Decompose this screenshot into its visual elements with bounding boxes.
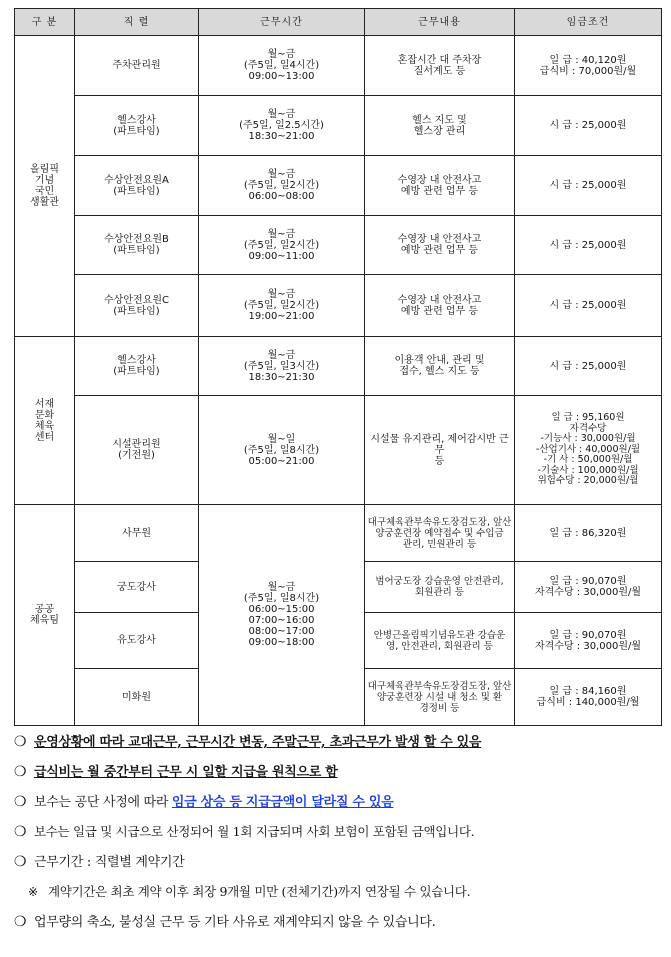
work-hours: 월~금 (주5일, 일2시간) 09:00~11:00: [199, 216, 365, 275]
note-highlight: 임금 상승 등 지급금액이 달라질 수 있음: [171, 795, 394, 810]
position-title: 수상안전요원A (파트타임): [75, 156, 199, 216]
pay-conditions: 시 급 : 25,000원: [515, 216, 662, 275]
work-hours: 월~금 (주5일, 일2시간) 19:00~21:00: [199, 275, 365, 337]
duty-description: 수영장 내 안전사고 예방 관련 업무 등: [365, 275, 515, 337]
note-item: [14, 877, 664, 907]
table-row: [15, 337, 662, 396]
table-row: [15, 96, 662, 156]
circle-bullet-icon: ❍: [14, 794, 27, 810]
pay-conditions: 일 급 : 95,160원 자격수당 -기능사 : 30,000원/월 -산업기사 : 40,000원/월 -기 사 : 50,000원/월 -기술사 : 100,000원/월 위험수당 : 20,000원/월: [515, 396, 662, 505]
note-text: 업무량의 축소, 불성실 근무 등 기타 사유로 재계약되지 않을 수 있습니다.: [34, 915, 436, 930]
pay-conditions: 시 급 : 25,000원: [515, 96, 662, 156]
pay-conditions: 일 급 : 90,070원 자격수당 : 30,000원/월: [515, 562, 662, 613]
circle-bullet-icon: ❍: [14, 854, 27, 870]
group-name: 공공 체육팀: [15, 505, 75, 726]
position-title: 수상안전요원C (파트타임): [75, 275, 199, 337]
note-item: [14, 787, 664, 817]
header-category: 구 분: [15, 9, 75, 36]
group-name: 올림픽 기념 국민 생활관: [15, 36, 75, 337]
pay-conditions: 일 급 : 84,160원 급식비 : 140,000원/월: [515, 669, 662, 726]
table-header-row: [15, 9, 662, 36]
note-item: [14, 727, 664, 757]
header-pay: 임금조건: [515, 9, 662, 36]
position-title: 미화원: [75, 669, 199, 726]
position-title: 사무원: [75, 505, 199, 562]
note-text: 운영상황에 따라 교대근무, 근무시간 변동, 주말근무, 초과근무가 발생 할 수 있음: [34, 735, 482, 750]
duty-description: 대구체육관부속유도장검도장, 앞산 양궁훈련장 예약접수 및 수입금 관리, 민원관리 등: [365, 505, 515, 562]
pay-conditions: 시 급 : 25,000원: [515, 275, 662, 337]
table-row: [15, 36, 662, 96]
table-row: [15, 156, 662, 216]
circle-bullet-icon: ❍: [14, 824, 27, 840]
duty-description: 범어궁도장 강습운영 안전관리, 회원관리 등: [365, 562, 515, 613]
note-text: 보수는 일급 및 시급으로 산정되어 월 1회 지급되며 사회 보험이 포함된 금액입니다.: [34, 824, 475, 839]
pay-conditions: 일 급 : 40,120원 급식비 : 70,000원/월: [515, 36, 662, 96]
header-duty: 근무내용: [365, 9, 515, 36]
circle-bullet-icon: ❍: [14, 914, 27, 930]
duty-description: 대구체육관부속유도장검도장, 앞산 양궁훈련장 시설 내 청소 및 환 경정비 등: [365, 669, 515, 726]
table-row: [15, 396, 662, 505]
pay-conditions: 일 급 : 86,320원: [515, 505, 662, 562]
work-hours: 월~일 (주5일, 일8시간) 05:00~21:00: [199, 396, 365, 505]
note-item: [14, 757, 664, 787]
duty-description: 수영장 내 안전사고 예방 관련 업무 등: [365, 156, 515, 216]
duty-description: 혼잡시간 대 주차장 질서계도 등: [365, 36, 515, 96]
work-hours: 월~금 (주5일, 일2시간) 06:00~08:00: [199, 156, 365, 216]
work-hours: 월~금 (주5일, 일3시간) 18:30~21:30: [199, 337, 365, 396]
table-row: [15, 216, 662, 275]
position-title: 헬스강사 (파트타임): [75, 96, 199, 156]
duty-description: 시설물 유지관리, 제어감시반 근무 등: [365, 396, 515, 505]
work-hours: 월~금 (주5일, 일2.5시간) 18:30~21:00: [199, 96, 365, 156]
pay-conditions: 시 급 : 25,000원: [515, 156, 662, 216]
note-item: [14, 817, 664, 847]
table-row: [15, 275, 662, 337]
circle-bullet-icon: ❍: [14, 734, 27, 750]
work-hours: 월~금 (주5일, 일8시간) 06:00~15:00 07:00~16:00 08:00~17:00 09:00~18:00: [199, 505, 365, 726]
position-title: 유도강사: [75, 613, 199, 669]
circle-bullet-icon: ❍: [14, 764, 27, 780]
note-text: 보수는 공단 사정에 따라: [34, 795, 172, 810]
table-row: [15, 505, 662, 562]
notes-section: [14, 727, 664, 937]
job-table: [14, 8, 662, 726]
group-name: 서재 문화 체육 센터: [15, 337, 75, 505]
note-text: 계약기간은 최초 계약 이후 최장 9개월 미만 (전체기간)까지 연장될 수 있습니다.: [48, 884, 471, 899]
position-title: 수상안전요원B (파트타임): [75, 216, 199, 275]
header-hours: 근무시간: [199, 9, 365, 36]
reference-mark-icon: ※: [28, 885, 38, 899]
position-title: 헬스강사 (파트타임): [75, 337, 199, 396]
note-text: 급식비는 월 중간부터 근무 시 일할 지급을 원칙으로 함: [34, 765, 338, 780]
pay-conditions: 일 급 : 90,070원 자격수당 : 30,000원/월: [515, 613, 662, 669]
pay-conditions: 시 급 : 25,000원: [515, 337, 662, 396]
duty-description: 이용객 안내, 관리 및 접수, 헬스 지도 등: [365, 337, 515, 396]
position-title: 궁도강사: [75, 562, 199, 613]
duty-description: 헬스 지도 및 헬스장 관리: [365, 96, 515, 156]
work-hours: 월~금 (주5일, 일4시간) 09:00~13:00: [199, 36, 365, 96]
note-item: [14, 907, 664, 937]
duty-description: 안병근올림픽기념유도관 강습운 영, 안전관리, 회원관리 등: [365, 613, 515, 669]
note-text: 근무기간 : 직렬별 계약기간: [34, 855, 185, 870]
note-item: [14, 847, 664, 877]
duty-description: 수영장 내 안전사고 예방 관련 업무 등: [365, 216, 515, 275]
position-title: 주차관리원: [75, 36, 199, 96]
header-position: 직 렬: [75, 9, 199, 36]
position-title: 시설관리원 (기전원): [75, 396, 199, 505]
